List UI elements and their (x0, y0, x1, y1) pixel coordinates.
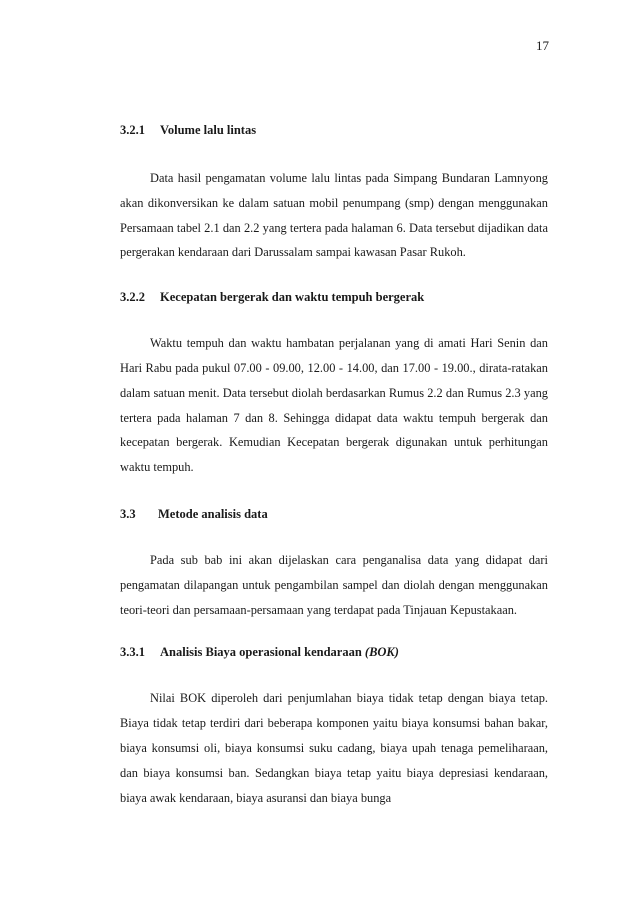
section-number: 3.2.2 (120, 290, 145, 305)
section-number: 3.3.1 (120, 645, 145, 660)
paragraph-metode-analisis: Pada sub bab ini akan dijelaskan cara penganalisa data yang didapat dari pengamatan dilapangan untuk pengambilan sampel dan diolah dengan menggunakan teori-teori dan persamaan-persamaan yang terdapat pada Tinjauan Kepustakaan. (120, 552, 548, 617)
paragraph-analisis-bok: Nilai BOK diperoleh dari penjumlahan biaya tidak tetap dengan biaya tetap. Biaya tidak tetap terdiri dari beberapa komponen yaitu biaya konsumsi bahan bakar, biaya konsumsi oli, biaya konsumsi suku cadang, biaya upah tenaga pemeliharaan, dan biaya konsumsi ban. Sedangkan biaya tetap yaitu biaya depresiasi kendaraan, biaya awak kendaraan, biaya asuransi dan biaya bunga (120, 691, 548, 805)
section-heading-3-3-1 (120, 644, 548, 660)
section-title: Volume lalu lintas (160, 123, 257, 137)
section-number: 3.3 (120, 506, 136, 521)
section-heading-3-2-1 (120, 122, 548, 138)
section-heading-3-2-2 (120, 289, 548, 305)
section-number: 3.2.1 (120, 123, 145, 137)
section-title: Kecepatan bergerak dan waktu tempuh bergerak (160, 290, 425, 305)
section-title: Metode analisis data (158, 506, 268, 521)
section-title-italic: (BOK) (364, 645, 399, 660)
paragraph-kecepatan-bergerak: Waktu tempuh dan waktu hambatan perjalanan yang di amati Hari Senin dan Hari Rabu pada pukul 07.00 - 09.00, 12.00 - 14.00, dan 17.00 - 19.00., dirata-ratakan dalam satuan menit. Data tersebut diolah berdasarkan Rumus 2.2 dan Rumus 2.3 yang tertera pada halaman 7 dan 8. Sehingga didapat data waktu tempuh bergerak dan kecepatan bergerak. Kemudian Kecepatan bergerak digunakan untuk perhitungan waktu tempuh. (120, 336, 548, 475)
paragraph-volume-lalu-lintas: Data hasil pengamatan volume lalu lintas pada Simpang Bundaran Lamnyong akan dikonversikan ke dalam satuan mobil penumpang (smp) dengan menggunakan Persamaan tabel 2.1 dan 2.2 yang tertera pada halaman 6. Data tersebut dijadikan data pergerakan kendaraan dari Darussalam sampai kawasan Pasar Rukoh. (120, 171, 548, 260)
section-heading-3-3 (120, 506, 548, 522)
section-title: Analisis Biaya operasional kendaraan (160, 645, 362, 660)
page-number: 17 (536, 38, 549, 53)
document-body (120, 122, 548, 810)
